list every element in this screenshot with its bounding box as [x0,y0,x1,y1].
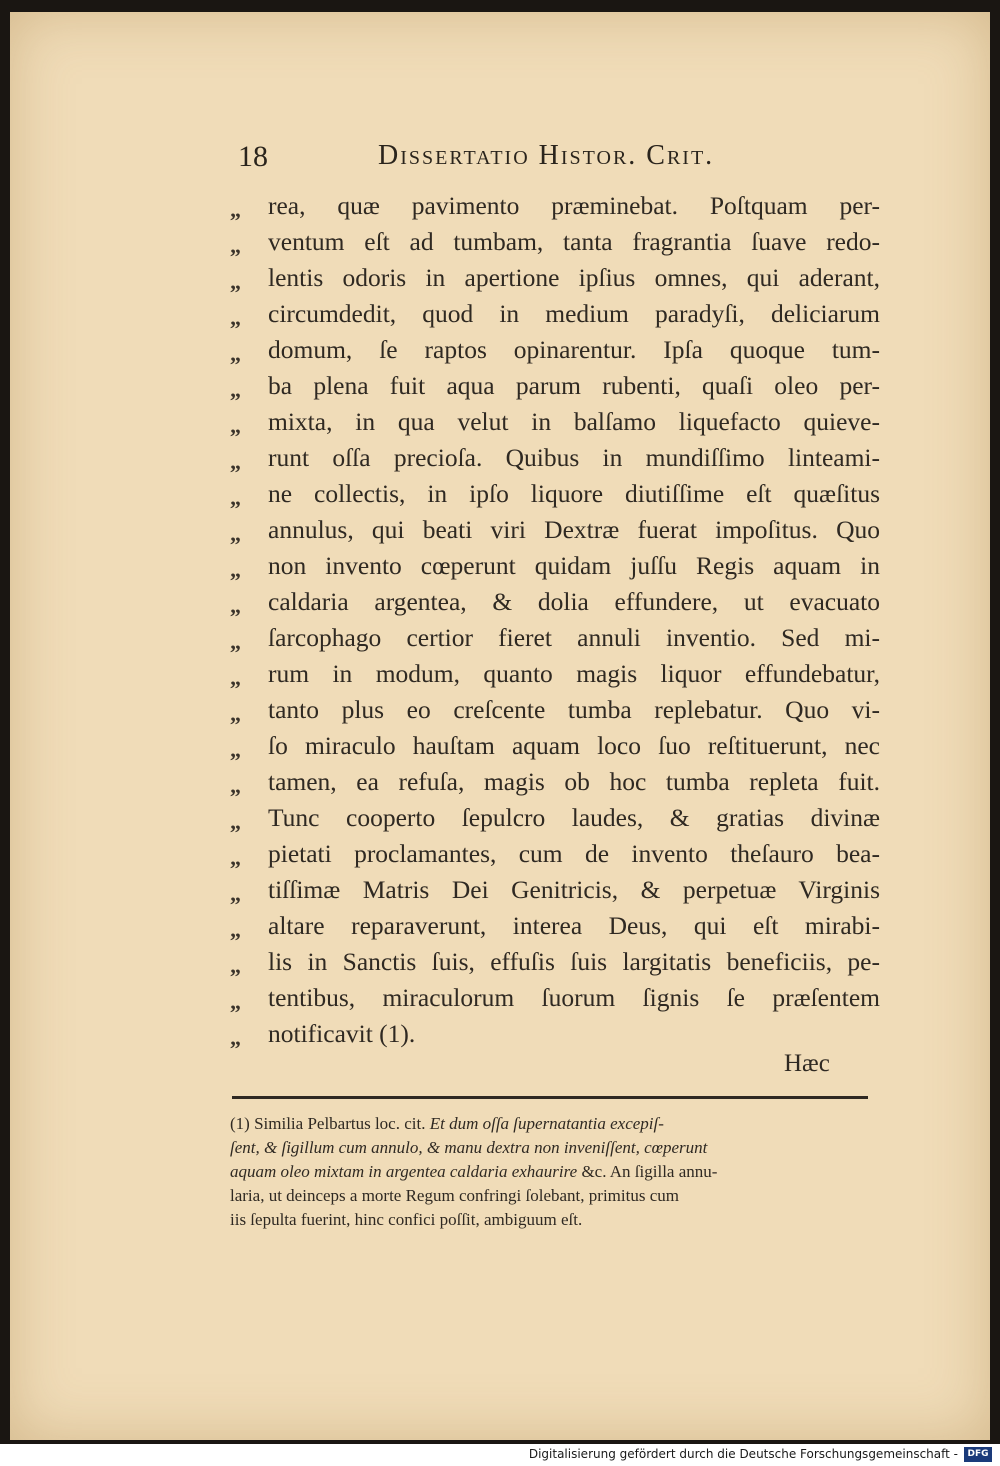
line-text: domum, ſe raptos opinarentur. Ipſa quoque tum- [268,335,880,364]
text-line [230,224,880,260]
text-line [230,836,880,872]
line-text: tamen, ea refuſa, magis ob hoc tumba repleta fuit. [268,767,880,796]
quote-mark: „ [230,773,241,798]
quote-mark: „ [230,1025,241,1050]
quote-mark: „ [230,701,241,726]
quote-mark: „ [230,953,241,978]
line-text: Tunc cooperto ſepulcro laudes, & gratias divinæ [268,803,880,832]
page-number: 18 [238,140,268,173]
line-text: caldaria argentea, & dolia effundere, ut evacuato [268,587,880,616]
quote-mark: „ [230,377,241,402]
footnote-line: laria, ut deinceps a morte Regum confringi ſolebant, primitus cum [230,1186,679,1205]
running-head: Dissertatio Histor. Crit. [378,140,715,171]
quote-mark: „ [230,413,241,438]
quote-mark: „ [230,881,241,906]
line-text: mixta, in qua velut in balſamo liquefacto quieve- [268,407,880,436]
footnote-line: aquam oleo mixtam in argentea caldaria exhaurire &c. An ſigilla annu- [230,1162,718,1181]
text-line [230,584,880,620]
text-line [230,908,880,944]
text-line [230,440,880,476]
quote-mark: „ [230,197,241,222]
quote-mark: „ [230,557,241,582]
line-text: altare reparaverunt, interea Deus, qui eſt mirabi- [268,911,880,940]
text-line [230,476,880,512]
text-line [230,980,880,1016]
text-line [230,1016,880,1052]
quote-mark: „ [230,845,241,870]
text-line [230,404,880,440]
quote-mark: „ [230,737,241,762]
text-line [230,260,880,296]
text-line [230,620,880,656]
line-text: annulus, qui beati viri Dextræ fuerat impoſitus. Quo [268,515,880,544]
line-text: tiſſimæ Matris Dei Genitricis, & perpetuæ Virginis [268,875,880,904]
text-line [230,800,880,836]
line-text: ſo miraculo hauſtam aquam loco ſuo reſtituerunt, nec [268,731,880,760]
funding-banner [0,1444,1000,1466]
quote-mark: „ [230,485,241,510]
funding-text: Digitalisierung gefördert durch die Deutsche Forschungsgemeinschaft - [528,1447,958,1461]
text-line [230,872,880,908]
footnote-rule [232,1096,868,1099]
line-text: ſarcophago certior fieret annuli inventio. Sed mi- [268,623,880,652]
line-text: lis in Sanctis ſuis, effuſis ſuis largitatis beneficiis, pe- [268,947,880,976]
line-text: circumdedit, quod in medium paradyſi, deliciarum [268,299,880,328]
text-line [230,332,880,368]
text-line [230,368,880,404]
footnote-line: ſent, & ſigillum cum annulo, & manu dextra non inveniſſent, cœperunt [230,1138,708,1157]
line-text: lentis odoris in apertione ipſius omnes, qui aderant, [268,263,880,292]
quote-mark: „ [230,989,241,1014]
quote-mark: „ [230,341,241,366]
footnote [230,1112,872,1232]
line-text: pietati proclamantes, cum de invento theſauro bea- [268,839,880,868]
text-line [230,512,880,548]
line-text: ventum eſt ad tumbam, tanta fragrantia ſuave redo- [268,227,880,256]
text-line [230,944,880,980]
line-text: ba plena fuit aqua parum rubenti, quaſi oleo per- [268,371,880,400]
quote-mark: „ [230,449,241,474]
line-text: tanto plus eo creſcente tumba replebatur. Quo vi- [268,695,880,724]
line-text: ne collectis, in ipſo liquore diutiſſime eſt quæſitus [268,479,880,508]
line-text: notificavit (1). [268,1019,416,1048]
quote-mark: „ [230,305,241,330]
line-text: tentibus, miraculorum ſuorum ſignis ſe præſentem [268,983,880,1012]
line-text: runt oſſa precioſa. Quibus in mundiſſimo linteami- [268,443,880,472]
text-line [230,692,880,728]
line-text: non invento cœperunt quidam juſſu Regis aquam in [268,551,880,580]
text-line [230,728,880,764]
text-line [230,764,880,800]
line-text: rea, quæ pavimento præminebat. Poſtquam per- [268,191,880,220]
text-line [230,188,880,224]
quote-mark: „ [230,269,241,294]
text-line [230,656,880,692]
quote-mark: „ [230,521,241,546]
text-line [230,296,880,332]
main-text [230,188,880,1052]
quote-mark: „ [230,233,241,258]
quote-mark: „ [230,629,241,654]
quote-mark: „ [230,593,241,618]
quote-mark: „ [230,917,241,942]
footnote-line: (1) Similia Pelbartus loc. cit. Et dum oſſa ſupernatantia excepiſ- [230,1114,664,1133]
catchword: Hæc [784,1050,830,1077]
quote-mark: „ [230,809,241,834]
line-text: rum in modum, quanto magis liquor effundebatur, [268,659,880,688]
quote-mark: „ [230,665,241,690]
text-line [230,548,880,584]
footnote-line: iis ſepulta fuerint, hinc confici poſſit, ambiguum eſt. [230,1210,583,1229]
dfg-logo: DFG [964,1447,992,1462]
